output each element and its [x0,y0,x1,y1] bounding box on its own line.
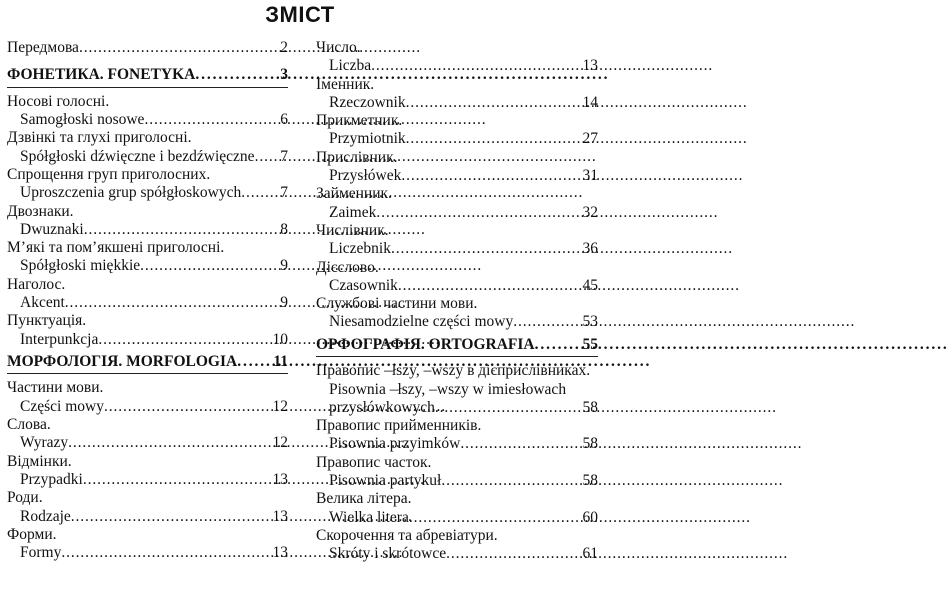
toc-page-number: 58 [582,472,598,490]
toc-page-number: 8 [280,220,288,238]
toc-label: Передмова [7,39,79,56]
toc-entry-polish: Zaimek [329,203,377,221]
leader-dots [140,257,278,275]
toc-entry-intro[interactable] [7,39,288,57]
toc-page-number: 60 [582,508,598,526]
toc-entry[interactable] [316,527,598,564]
toc-left-column [7,39,288,562]
leader-dots [241,184,278,202]
toc-entry[interactable] [316,362,598,417]
toc-entry-polish: Części mowy [20,397,104,415]
toc-entry-ukrainian: Носові голосні. [7,92,110,110]
section-heading-morphology[interactable] [7,353,288,371]
toc-entry-polish: Liczba [329,57,372,75]
toc-entry-polish: Przypadki [20,470,83,488]
leader-dots [68,434,270,452]
leader-dots [435,399,581,417]
toc-entry-polish: Akcent [20,294,65,312]
leader-dots [71,508,271,526]
leader-dots [79,39,278,57]
toc-entry-polish: Spółgłoski dźwięczne i bezdźwięczne [20,147,255,165]
toc-page-number: 32 [582,203,598,221]
toc-page-number: 58 [582,398,598,416]
leader-dots [255,148,279,166]
leader-dots [237,353,271,371]
toc-entry-ukrainian: Форми. [7,525,57,543]
toc-entry[interactable] [7,239,288,276]
toc-entry[interactable] [316,149,598,186]
toc-entry[interactable] [316,112,598,149]
toc-page-number: 10 [272,330,288,348]
toc-entry-ukrainian: Правопис часток. [316,453,432,471]
toc-entry-polish: Liczebnik [329,240,391,258]
toc-entry[interactable] [7,489,288,526]
toc-entry[interactable] [7,166,288,203]
toc-entry-polish: Niesamodzielne części mowy [329,313,514,331]
leader-dots [441,472,580,490]
leader-dots [513,313,580,331]
toc-page-number: 13 [272,470,288,488]
leader-dots [144,111,278,129]
section-page-number: 3 [280,66,288,84]
toc-entry-polish: Spółgłoski miękkie [20,257,141,275]
section-divider [316,356,598,357]
toc-page-number: 7 [280,184,288,202]
toc-entry-ukrainian: М’які та пом’якшені приголосні. [7,239,225,257]
toc-entry[interactable] [316,222,598,259]
section-heading-phonetics[interactable] [7,66,288,84]
toc-entry-polish: Uproszczenia grup spółgłoskowych [20,184,242,202]
leader-dots [195,66,278,84]
toc-entry-ukrainian: Пунктуація. [7,312,87,330]
toc-page-number: 9 [280,257,288,275]
toc-page-number: 14 [582,93,598,111]
leader-dots [460,435,580,453]
section-label: МОРФОЛОГІЯ. MORFOLOGIA [7,352,238,370]
toc-entry-ukrainian: Службові частини мови. [316,295,478,313]
toc-entry-ukrainian: Наголос. [7,275,66,293]
toc-entry[interactable] [316,185,598,222]
toc-page-number: 13 [272,507,288,525]
toc-entry-ukrainian: Правопис –łszy, –wszy в дієприслівниках. [316,362,591,380]
leader-dots [104,398,271,416]
section-divider [7,373,288,374]
section-heading-orthography[interactable] [316,336,598,354]
toc-entry[interactable] [7,526,288,563]
toc-entry-polish: Wyrazy [20,434,69,452]
toc-entry-polish-continued: przysłówkowych [329,398,435,416]
toc-entry-polish: Formy [20,544,62,562]
toc-entry-polish: Samogłoski nosowe [20,111,145,129]
toc-page-number: 31 [582,167,598,185]
leader-dots [98,331,270,349]
toc-entry-polish: Pisownia –łszy, –wszy w imiesłowach [329,380,567,398]
toc-entry[interactable] [316,295,598,332]
toc-entry-ukrainian: Дієслово. [316,258,379,276]
leader-dots [391,240,581,258]
leader-dots [61,544,270,562]
toc-entry-ukrainian: Правопис прийменників. [316,417,482,435]
toc-entry-ukrainian: Двознаки. [7,202,74,220]
toc-entry-ukrainian: Дзвінкі та глухі приголосні. [7,129,192,147]
toc-page-number: 45 [582,276,598,294]
toc-page-number: 27 [582,130,598,148]
toc-entry-ukrainian: Частини мови. [7,379,104,397]
leader-dots [406,130,581,148]
leader-dots [409,509,581,527]
section-label: ФОНЕТИКА. FONETYKA [7,66,196,84]
toc-entry[interactable] [316,76,598,113]
toc-entry-polish: Przysłówek [329,167,402,185]
leader-dots [401,167,580,185]
toc-page-number: 13 [272,544,288,562]
toc-entry-ukrainian: Відмінки. [7,452,72,470]
toc-entry[interactable] [7,203,288,240]
toc-entry[interactable] [316,417,598,454]
leader-dots [398,277,581,295]
toc-page-number: 7 [280,147,288,165]
toc-entry-ukrainian: Займенник. [316,185,392,203]
toc-page-number: 12 [272,397,288,415]
toc-entry-ukrainian: Скорочення та абревіатури. [316,526,498,544]
toc-page-number: 6 [280,111,288,129]
toc-entry-polish: Wielka litera [329,508,409,526]
toc-entry-ukrainian: Спрощення груп приголосних. [7,165,211,183]
toc-entry[interactable] [7,129,288,166]
toc-entry[interactable] [7,312,288,349]
toc-page-number: 36 [582,240,598,258]
leader-dots [371,57,580,75]
toc-entry-ukrainian: Роди. [7,489,43,507]
toc-page-number: 12 [272,434,288,452]
toc-entry[interactable] [7,379,288,416]
toc-page-number: 9 [280,294,288,312]
toc-entry[interactable] [316,39,598,76]
toc-entry[interactable] [7,416,288,453]
toc-entry[interactable] [7,453,288,490]
page-title: ЗМІСТ [265,2,335,27]
leader-dots [406,94,581,112]
toc-entry-polish: Czasownik [329,276,398,294]
toc-entry-ukrainian: Число. [316,39,361,56]
section-label: ОРФОГРАФІЯ. ORTOGRAFIA [316,335,535,353]
toc-right-column [316,39,598,564]
toc-entry-polish: Pisownia przyimków [329,435,461,453]
toc-entry[interactable] [7,276,288,313]
toc-entry-polish: Skróty i skrótowce [329,545,447,563]
toc-page-number: 53 [582,313,598,331]
toc-entry-ukrainian: Слова. [7,416,51,434]
toc-entry-ukrainian: Прикметник. [316,112,403,130]
toc-entry-polish: Przymiotnik [329,130,406,148]
toc-entry-ukrainian: Числівник. [316,221,389,239]
section-page-number: 55 [582,335,598,353]
toc-entry-polish: Dwuznaki [20,220,84,238]
toc-entry[interactable] [7,93,288,130]
toc-entry-ukrainian: Іменник. [316,75,375,93]
leader-dots [84,221,279,239]
leader-dots [535,336,581,354]
toc-entry-ukrainian: Прислівник. [316,148,398,166]
toc-entry-polish: Rzeczownik [329,93,406,111]
leader-dots [376,204,580,222]
toc-entry[interactable] [316,259,598,296]
leader-dots [446,545,580,563]
toc-entry-polish: Pisownia partykuł [329,472,442,490]
toc-entry[interactable] [316,490,598,527]
section-page-number: 11 [273,352,288,370]
toc-entry-polish: Interpunkcja [20,330,99,348]
leader-dots [83,471,271,489]
toc-page-number: 61 [582,545,598,563]
section-divider [7,87,288,88]
toc-entry-ukrainian: Велика літера. [316,490,412,508]
leader-dots [65,294,278,312]
toc-entry[interactable] [316,454,598,491]
toc-page-number: 13 [582,57,598,75]
toc-entry-polish: Rodzaje [20,507,71,525]
toc-page-number: 58 [582,435,598,453]
toc-page-number: 2 [280,39,288,56]
